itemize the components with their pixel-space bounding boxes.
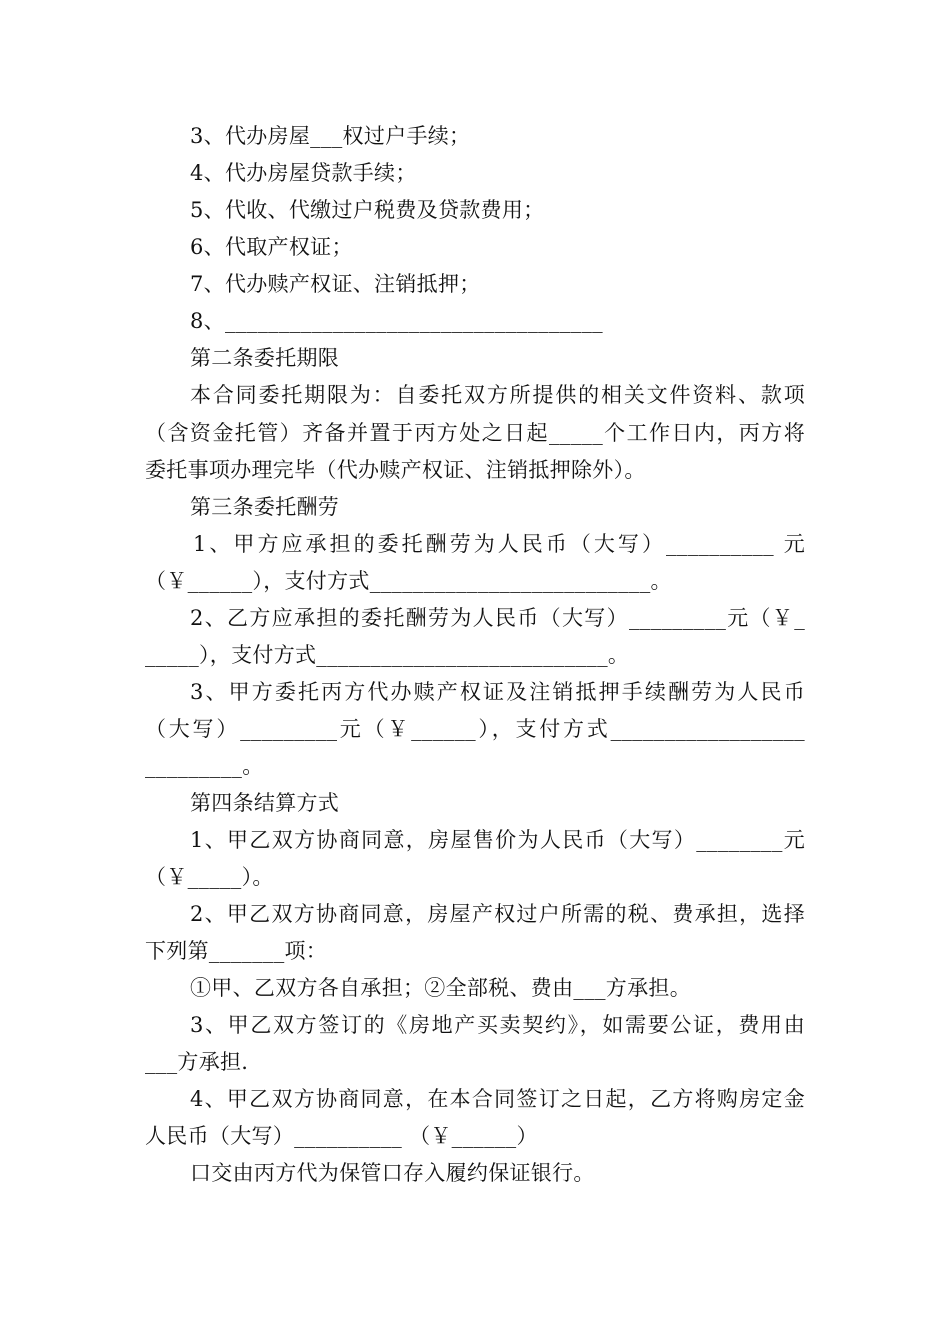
clause-item-6: 6、代取产权证； <box>190 235 353 259</box>
clause-item-7: 7、代办赎产权证、注销抵押； <box>190 272 481 296</box>
paragraph-line: 人民币（大写）__________ （￥______） <box>145 1124 538 1148</box>
paragraph-line: 4、甲乙双方协商同意，在本合同签订之日起，乙方将购房定金 <box>190 1087 805 1111</box>
paragraph-line: 3、甲方委托丙方代办赎产权证及注销抵押手续酬劳为人民币 <box>190 680 805 704</box>
clause-item-8: 8、___________________________________ <box>190 309 603 333</box>
clause-item-5: 5、代收、代缴过户税费及贷款费用； <box>190 198 545 222</box>
section-heading-2: 第二条委托期限 <box>190 346 340 370</box>
paragraph-line: 2、乙方应承担的委托酬劳为人民币（大写）_________元（￥_ <box>190 606 805 630</box>
paragraph-line: （大写）_________元（￥______），支付方式__________________ <box>145 717 805 741</box>
clause-item-3: 3、代办房屋___权过户手续； <box>190 124 471 148</box>
paragraph-line: ①甲、乙双方各自承担；②全部税、费由___方承担。 <box>190 976 691 1000</box>
paragraph-line: ___方承担. <box>145 1050 249 1074</box>
paragraph-line: （含资金托管）齐备并置于丙方处之日起_____个工作日内，丙方将 <box>145 421 805 445</box>
paragraph-line: _____），支付方式___________________________。 <box>145 643 630 667</box>
section-heading-4: 第四条结算方式 <box>190 791 340 815</box>
clause-item-4: 4、代办房屋贷款手续； <box>190 161 417 185</box>
paragraph-line: 3、甲乙双方签订的《房地产买卖契约》，如需要公证，费用由 <box>190 1013 805 1037</box>
paragraph-line: 2、甲乙双方协商同意，房屋产权过户所需的税、费承担，选择 <box>190 902 805 926</box>
paragraph-line: 下列第_______项： <box>145 939 328 963</box>
paragraph-line: 口交由丙方代为保管口存入履约保证银行。 <box>190 1161 595 1185</box>
paragraph-line: 1、甲方应承担的委托酬劳为人民币（大写）__________ 元 <box>193 532 805 556</box>
section-heading-3: 第三条委托酬劳 <box>190 495 340 519</box>
paragraph-line: 1、甲乙双方协商同意，房屋售价为人民币（大写）________元 <box>190 828 805 852</box>
paragraph-line: _________。 <box>145 754 264 778</box>
paragraph-line: （￥______），支付方式__________________________。 <box>145 569 672 593</box>
paragraph-line: 本合同委托期限为：自委托双方所提供的相关文件资料、款项 <box>190 383 805 407</box>
paragraph-line: （￥_____）。 <box>145 865 274 889</box>
paragraph-line: 委托事项办理完毕（代办赎产权证、注销抵押除外）。 <box>145 458 646 482</box>
